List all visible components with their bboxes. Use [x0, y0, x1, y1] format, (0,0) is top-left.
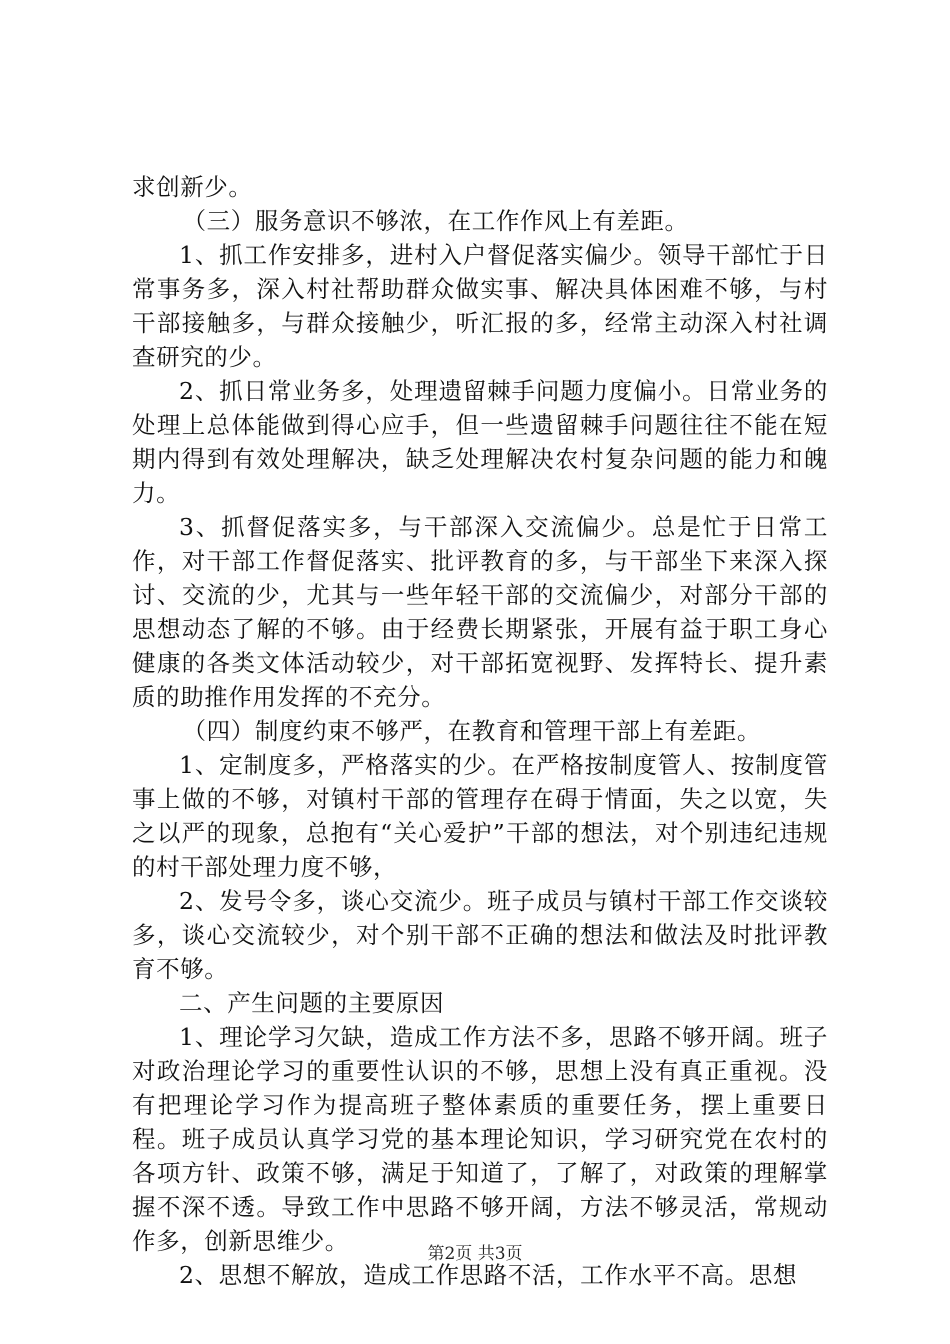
- section-heading-causes: 二、产生问题的主要原因: [179, 989, 445, 1017]
- paragraph-4-1: 1、定制度多，严格落实的少。在严格按制度管人、按制度管事上做的不够，对镇村干部的管理存在碍于情面，失之以宽，失之以严的现象，总抱有“关心爱护”干部的想法，对个别违纪违规的村干部处理力度不够，: [132, 751, 828, 881]
- paragraph-4-2: 2、发号令多，谈心交流少。班子成员与镇村干部工作交谈较多，谈心交流较少，对个别干部不正确的想法和做法及时批评教育不够。: [132, 887, 828, 983]
- page-number-footer: 第2页 共3页: [427, 1244, 523, 1264]
- paragraph-3-1: 1、抓工作安排多，进村入户督促落实偏少。领导干部忙于日常事务多，深入村社帮助群众做实事、解决具体困难不够，与村干部接触多，与群众接触少，听汇报的多，经常主动深入村社调查研究的少。: [132, 241, 828, 371]
- section-heading-four: （四）制度约束不够严，在教育和管理干部上有差距。: [182, 717, 761, 745]
- paragraph-cause-1: 1、理论学习欠缺，造成工作方法不多，思路不够开阔。班子对政治理论学习的重要性认识的不够，思想上没有真正重视。没有把理论学习作为提高班子整体素质的重要任务，摆上重要日程。班子成员认真学习党的基本理论知识，学习研究党在农村的各项方针、政策不够，满足于知道了，了解了，对政策的理解掌握不深不透。导致工作中思路不够开阔，方法不够灵活，常规动作多，创新思维少。: [132, 1023, 828, 1255]
- paragraph-cause-2: 2、思想不解放，造成工作思路不活，工作水平不高。思想: [179, 1261, 798, 1289]
- paragraph-3-3: 3、抓督促落实多，与干部深入交流偏少。总是忙于日常工作，对干部工作督促落实、批评教育的多，与干部坐下来深入探讨、交流的少，尤其与一些年轻干部的交流偏少，对部分干部的思想动态了解的不够。由于经费长期紧张，开展有益于职工身心健康的各类文体活动较少，对干部拓宽视野、发挥特长、提升素质的助推作用发挥的不充分。: [132, 513, 828, 711]
- paragraph-continuation: 求创新少。: [132, 173, 253, 201]
- section-heading-three: （三）服务意识不够浓，在工作作风上有差距。: [182, 207, 689, 235]
- paragraph-3-2: 2、抓日常业务多，处理遗留棘手问题力度偏小。日常业务的处理上总体能做到得心应手，但一些遗留棘手问题往往不能在短期内得到有效处理解决，缺乏处理解决农村复杂问题的能力和魄力。: [132, 377, 828, 507]
- document-body: [132, 170, 828, 1292]
